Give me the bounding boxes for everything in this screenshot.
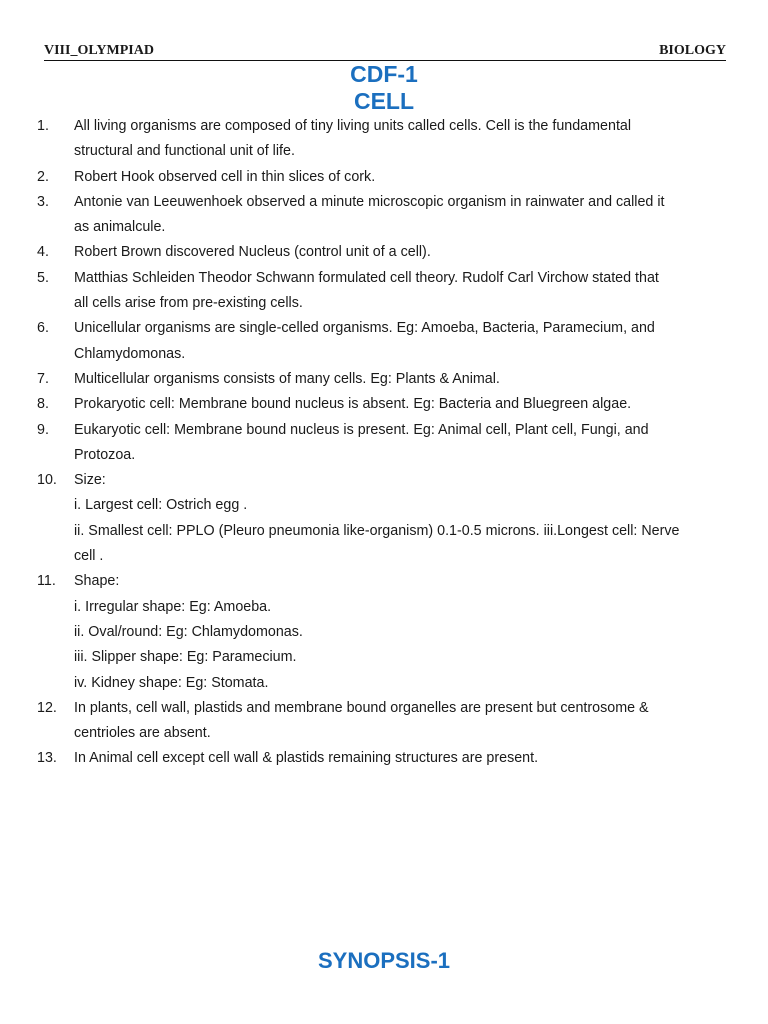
list-item-line: ii. Oval/round: Eg: Chlamydomonas. bbox=[74, 623, 303, 640]
list-item-line: Multicellular organisms consists of many cells. Eg: Plants & Animal. bbox=[74, 370, 500, 387]
list-item-number: 9. bbox=[37, 421, 49, 438]
list-item-line: Antonie van Leeuwenhoek observed a minute microscopic organism in rainwater and called it bbox=[74, 193, 665, 210]
list-item-line: Robert Hook observed cell in thin slices of cork. bbox=[74, 168, 376, 185]
list-item bbox=[37, 418, 737, 469]
list-item bbox=[37, 746, 737, 771]
list-item-line: ii. Smallest cell: PPLO (Pleuro pneumonia like-organism) 0.1-0.5 microns. iii.Longest cell: Nerve bbox=[74, 522, 680, 539]
list-item-number: 2. bbox=[37, 168, 49, 185]
list-item-line: Eukaryotic cell: Membrane bound nucleus is present. Eg: Animal cell, Plant cell, Fungi, and bbox=[74, 421, 649, 438]
header-subject-label: BIOLOGY bbox=[659, 43, 726, 58]
list-item-text bbox=[74, 418, 737, 469]
list-item-line: i. Largest cell: Ostrich egg . bbox=[74, 497, 248, 514]
list-item-line: Robert Brown discovered Nucleus (control unit of a cell). bbox=[74, 244, 431, 261]
list-item-line: iii. Slipper shape: Eg: Paramecium. bbox=[74, 649, 297, 666]
list-item bbox=[37, 114, 737, 165]
list-item-number: 13. bbox=[37, 750, 57, 767]
list-item-line: Shape: bbox=[74, 573, 120, 590]
list-item-number: 11. bbox=[37, 573, 56, 590]
list-item bbox=[37, 569, 737, 695]
list-item-number: 7. bbox=[37, 370, 49, 387]
list-item bbox=[37, 240, 737, 265]
list-item bbox=[37, 367, 737, 392]
list-item-number: 6. bbox=[37, 320, 49, 337]
list-item-line: Matthias Schleiden Theodor Schwann formulated cell theory. Rudolf Carl Virchow stated that bbox=[74, 269, 659, 286]
list-item-text bbox=[74, 114, 737, 165]
list-item-line: Chlamydomonas. bbox=[74, 345, 186, 362]
list-item bbox=[37, 696, 737, 747]
page-header bbox=[44, 42, 726, 61]
list-item-number: 5. bbox=[37, 269, 49, 286]
list-item-number: 4. bbox=[37, 244, 49, 261]
list-item-line: Protozoa. bbox=[74, 446, 136, 463]
list-item-line: cell . bbox=[74, 548, 104, 565]
list-item-number: 3. bbox=[37, 193, 49, 210]
list-item-number: 12. bbox=[37, 699, 57, 716]
list-item-line: as animalcule. bbox=[74, 219, 166, 236]
list-item-text bbox=[74, 165, 737, 190]
list-item-text bbox=[74, 266, 737, 317]
document-code-title: CDF-1 bbox=[350, 61, 418, 87]
synopsis-heading: SYNOPSIS-1 bbox=[317, 948, 451, 973]
list-item-number: 10. bbox=[37, 472, 57, 489]
header-class-label: VIII_OLYMPIAD bbox=[44, 43, 154, 58]
list-item-text bbox=[74, 468, 737, 569]
list-item-text bbox=[74, 569, 737, 695]
list-item-text bbox=[74, 696, 737, 747]
list-item-line: all cells arise from pre-existing cells. bbox=[74, 295, 303, 312]
list-item-text bbox=[74, 367, 737, 392]
list-item-line: All living organisms are composed of tiny living units called cells. Cell is the fundamental bbox=[74, 118, 632, 134]
list-item-text bbox=[74, 190, 737, 241]
list-item-line: i. Irregular shape: Eg: Amoeba. bbox=[74, 598, 272, 615]
list-item bbox=[37, 266, 737, 317]
list-item bbox=[37, 468, 737, 569]
list-item-number: 1. bbox=[37, 118, 49, 134]
list-item-number: 8. bbox=[37, 396, 49, 413]
list-item bbox=[37, 392, 737, 417]
list-item-line: In Animal cell except cell wall & plastids remaining structures are present. bbox=[74, 750, 539, 767]
numbered-list bbox=[37, 114, 737, 772]
list-item-line: Prokaryotic cell: Membrane bound nucleus is absent. Eg: Bacteria and Bluegreen algae. bbox=[74, 396, 632, 413]
list-item bbox=[37, 190, 737, 241]
list-item-line: In plants, cell wall, plastids and membrane bound organelles are present but centrosome & bbox=[74, 699, 649, 716]
list-item-line: Unicellular organisms are single-celled organisms. Eg: Amoeba, Bacteria, Paramecium, and bbox=[74, 320, 655, 337]
list-item-text bbox=[74, 392, 737, 417]
list-item bbox=[37, 165, 737, 190]
document-topic-title: CELL bbox=[353, 88, 415, 114]
list-item-text bbox=[74, 316, 737, 367]
list-item-line: iv. Kidney shape: Eg: Stomata. bbox=[74, 674, 269, 691]
list-item-line: centrioles are absent. bbox=[74, 725, 211, 742]
list-item bbox=[37, 316, 737, 367]
list-item-line: structural and functional unit of life. bbox=[74, 143, 295, 160]
list-item-text bbox=[74, 240, 737, 265]
list-item-line: Size: bbox=[74, 472, 106, 489]
list-item-text bbox=[74, 746, 737, 771]
